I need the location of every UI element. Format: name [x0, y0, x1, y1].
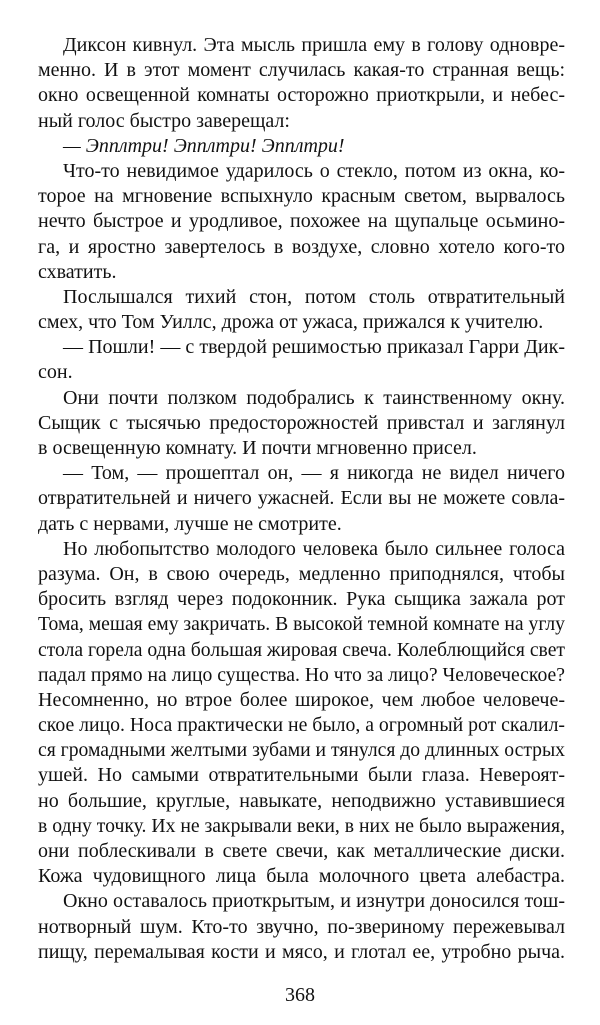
text-line — [38, 889, 565, 914]
text-line — [38, 184, 565, 209]
text-line — [38, 58, 565, 83]
line-text: га, и яростно завертелось в воздухе, словно хотело кого-то — [38, 235, 565, 258]
line-text: смех, что Том Уиллс, дрожа от ужаса, прижался к учителю. — [38, 311, 544, 334]
line-text: — Том, — прошептал он, — я никогда не видел ничего — [63, 462, 565, 485]
line-text: дать с нервами, лучше не смотрите. — [38, 512, 342, 535]
text-line — [38, 763, 565, 788]
line-text: нотворный шум. Кто-то звучно, по-звериному пережевывал — [38, 915, 565, 938]
text-line — [38, 789, 565, 814]
line-text: ушей. Но самыми отвратительными были глаза. Невероят- — [38, 764, 565, 787]
line-text: ный голос быстро заверещал: — [38, 109, 290, 132]
line-text: Несомненно, но втрое более широкое, чем любое человече- — [38, 688, 565, 711]
text-line — [38, 209, 565, 234]
line-text: Диксон кивнул. Эта мысль пришла ему в голову одновре- — [63, 34, 565, 56]
paragraph — [38, 537, 565, 890]
line-text: стола горела одна большая жировая свеча. Колеблющийся свет — [38, 638, 565, 661]
page-text — [38, 33, 565, 965]
line-text: разума. Он, в свою очередь, медленно приподнялся, чтобы — [38, 562, 565, 585]
text-line — [38, 109, 565, 134]
line-text: — Пошли! — с твердой решимостью приказал Гарри Дик- — [63, 336, 565, 359]
paragraph — [38, 159, 565, 285]
line-text: менно. И в этот момент случилась какая-то странная вещь: — [38, 59, 565, 82]
text-line — [38, 587, 565, 612]
line-text: Окно оставалось приоткрытым, и изнутри доносился тош- — [63, 890, 565, 913]
line-text: но большие, круглые, навыкате, неподвижно уставившиеся — [38, 789, 565, 812]
paragraph — [38, 889, 565, 965]
text-line — [38, 461, 565, 486]
paragraph — [38, 335, 565, 385]
line-text: окно освещенной комнаты осторожно приоткрыли, и небес- — [38, 84, 565, 107]
text-line — [38, 486, 565, 511]
text-line — [38, 638, 565, 663]
text-line — [38, 335, 565, 360]
line-text: схватить. — [38, 260, 117, 283]
text-line — [38, 915, 565, 940]
paragraph — [38, 134, 565, 159]
text-line — [38, 360, 565, 385]
line-text: Они почти ползком подобрались к таинственному окну. — [63, 386, 565, 409]
text-line — [38, 562, 565, 587]
line-text: отвратительней и ничего ужасней. Если вы не можете совла- — [38, 487, 565, 510]
line-text: торое на мгновение вспыхнуло красным светом, вырвалось — [38, 185, 565, 208]
text-line — [38, 940, 565, 965]
text-line — [38, 310, 565, 335]
line-text: Что-то невидимое ударилось о стекло, потом из окна, ко- — [63, 159, 565, 182]
text-line — [38, 33, 565, 58]
line-text: сон. — [38, 361, 73, 384]
text-line — [38, 159, 565, 184]
text-line — [38, 411, 565, 436]
text-line — [38, 436, 565, 461]
text-line — [38, 260, 565, 285]
paragraph — [38, 33, 565, 134]
line-text: они поблескивали в свете свечи, как металлические диски. — [38, 840, 565, 862]
line-text: в освещенную комнату. И почти мгновенно присел. — [38, 437, 477, 459]
text-line — [38, 537, 565, 562]
text-line — [38, 839, 565, 864]
line-text: — Эпплтри! Эпплтри! Эпплтри! — [63, 134, 345, 157]
text-line — [38, 738, 565, 763]
paragraph — [38, 461, 565, 537]
line-text: Тома, мешая ему закричать. В высокой темной комнате на углу — [38, 613, 565, 636]
page-number: 368 — [285, 984, 315, 1006]
text-line — [38, 285, 565, 310]
line-text: падал прямо на лицо существа. Но что за лицо? Человеческое? — [38, 663, 565, 686]
line-text: ское лицо. Носа практически не было, а огромный рот скалил- — [38, 714, 565, 737]
line-text: ся громадными желтыми зубами и тянулся до длинных острых — [38, 739, 565, 762]
text-line — [38, 512, 565, 537]
line-text: пищу, перемалывая кости и мясо, и глотал ее, утробно рыча. — [38, 940, 565, 963]
text-line — [38, 663, 565, 688]
line-text: Послышался тихий стон, потом столь отвратительный — [63, 285, 565, 308]
line-text: Сыщик с тысячью предосторожностей привстал и заглянул — [38, 411, 565, 434]
text-line — [38, 864, 565, 889]
line-text: Кожа чудовищного лица была молочного цвета алебастра. — [38, 865, 565, 888]
text-line — [38, 83, 565, 108]
text-line — [38, 814, 565, 839]
text-line — [38, 134, 565, 159]
line-text: бросить взгляд через подоконник. Рука сыщика зажала рот — [38, 588, 565, 611]
text-line — [38, 235, 565, 260]
line-text: в одну точку. Их не закрывали веки, в них не было выражения, — [38, 814, 565, 837]
line-text: нечто быстрое и уродливое, похожее на щупальце осьмино- — [38, 210, 565, 233]
paragraph — [38, 386, 565, 462]
text-line — [38, 386, 565, 411]
paragraph — [38, 285, 565, 335]
text-line — [38, 713, 565, 738]
line-text: Но любопытство молодого человека было сильнее голоса — [63, 537, 565, 560]
text-line — [38, 612, 565, 637]
text-line — [38, 688, 565, 713]
